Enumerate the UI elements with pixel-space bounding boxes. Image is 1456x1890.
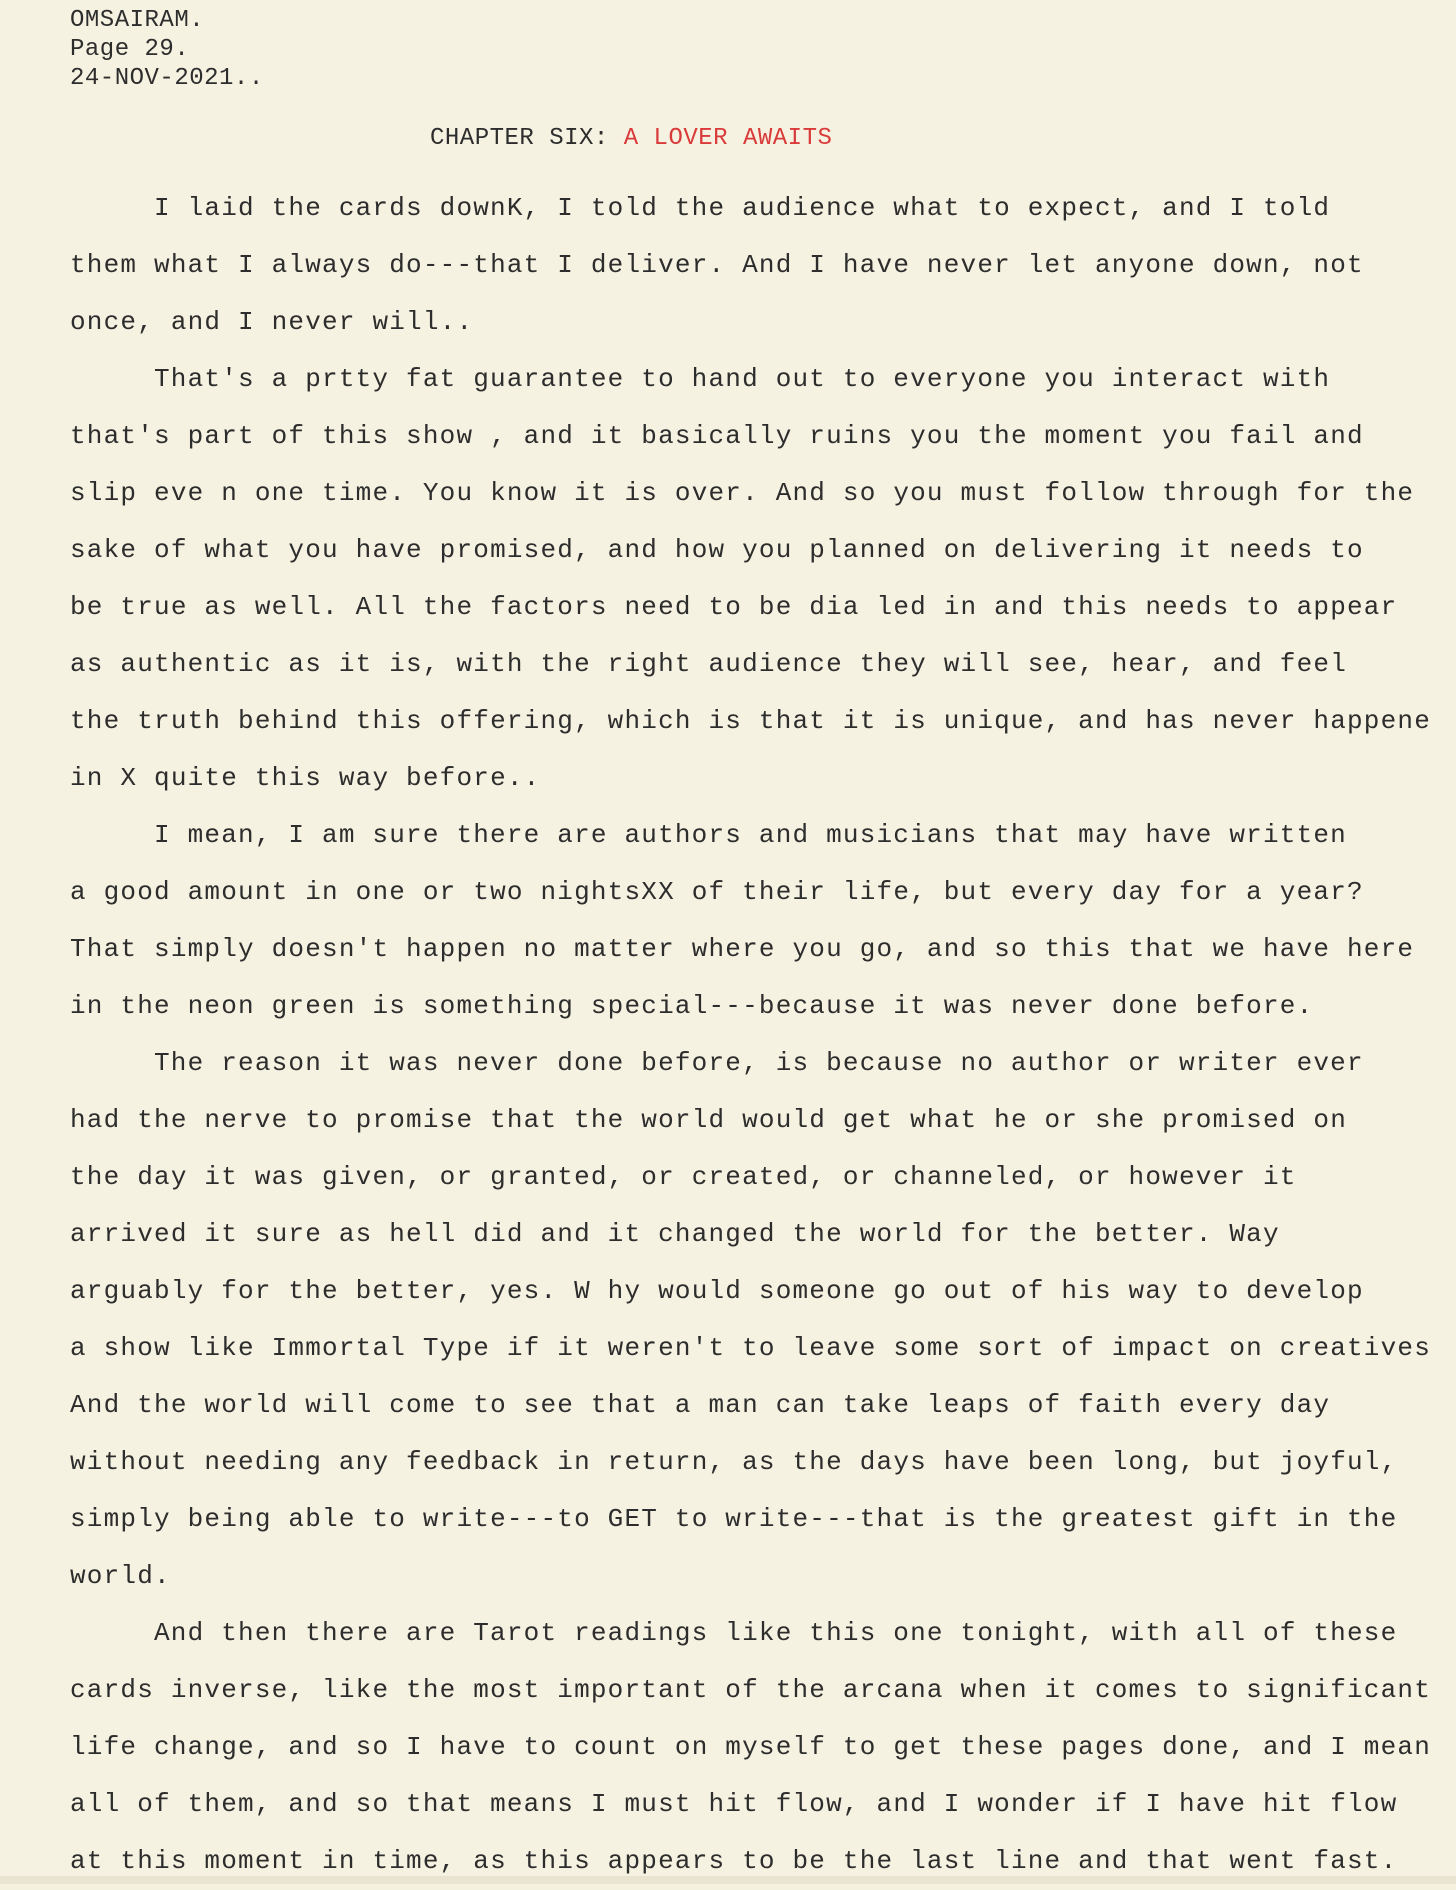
- page-bottom-edge: [0, 1876, 1456, 1884]
- text-line: I laid the cards downK, I told the audience what to expect, and I told: [154, 193, 1331, 223]
- text-line: them what I always do---that I deliver. And I have never let anyone down, not: [70, 250, 1364, 280]
- text-line: And then there are Tarot readings like this one tonight, with all of these: [154, 1618, 1398, 1648]
- page-header: [70, 6, 264, 93]
- body-text: [70, 180, 1456, 1890]
- text-line: in the neon green is something special---because it was never done before.: [70, 991, 1314, 1021]
- text-line: That's a prtty fat guarantee to hand out to everyone you interact with: [154, 364, 1331, 394]
- text-line: without needing any feedback in return, as the days have been long, but joyful,: [70, 1447, 1398, 1477]
- text-line: a good amount in one or two nightsXX of their life, but every day for a year?: [70, 877, 1364, 907]
- text-line: sake of what you have promised, and how you planned on delivering it needs to: [70, 535, 1364, 565]
- text-line: world.: [70, 1561, 171, 1591]
- text-line: arrived it sure as hell did and it changed the world for the better. Way: [70, 1219, 1280, 1249]
- text-line: a show like Immortal Type if it weren't to leave some sort of impact on creatives: [70, 1333, 1432, 1363]
- text-line: cards inverse, like the most important of the arcana when it comes to significant: [70, 1675, 1432, 1705]
- header-page-number: Page 29.: [70, 36, 190, 63]
- text-line: be true as well. All the factors need to be dia led in and this needs to appear: [70, 592, 1398, 622]
- text-line: that's part of this show , and it basically ruins you the moment you fail and: [70, 421, 1364, 451]
- text-line: at this moment in time, as this appears to be the last line and that went fast.: [70, 1846, 1398, 1876]
- text-line: once, and I never will..: [70, 307, 474, 337]
- chapter-heading: [430, 124, 832, 154]
- text-line: The reason it was never done before, is because no author or writer ever: [154, 1048, 1364, 1078]
- text-line: I mean, I am sure there are authors and musicians that may have written: [154, 820, 1347, 850]
- chapter-title: A LOVER AWAITS: [623, 125, 833, 152]
- text-line: had the nerve to promise that the world would get what he or she promised on: [70, 1105, 1347, 1135]
- text-line: arguably for the better, yes. W hy would someone go out of his way to develop: [70, 1276, 1364, 1306]
- text-line: the truth behind this offering, which is that it is unique, and has never happene: [70, 706, 1432, 736]
- text-line: as authentic as it is, with the right audience they will see, hear, and feel: [70, 649, 1347, 679]
- text-line: That simply doesn't happen no matter where you go, and so this that we have here: [70, 934, 1415, 964]
- header-line-1: OMSAIRAM.: [70, 7, 205, 34]
- header-date: 24-NOV-2021..: [70, 65, 264, 92]
- text-line: life change, and so I have to count on myself to get these pages done, and I mean: [70, 1732, 1432, 1762]
- text-line: all of them, and so that means I must hit flow, and I wonder if I have hit flow: [70, 1789, 1398, 1819]
- text-line: the day it was given, or granted, or created, or channeled, or however it: [70, 1162, 1297, 1192]
- chapter-label: CHAPTER SIX:: [430, 125, 624, 152]
- text-line: simply being able to write---to GET to write---that is the greatest gift in the: [70, 1504, 1398, 1534]
- text-line: slip eve n one time. You know it is over. And so you must follow through for the: [70, 478, 1415, 508]
- text-line: in X quite this way before..: [70, 763, 541, 793]
- text-line: And the world will come to see that a man can take leaps of faith every day: [70, 1390, 1331, 1420]
